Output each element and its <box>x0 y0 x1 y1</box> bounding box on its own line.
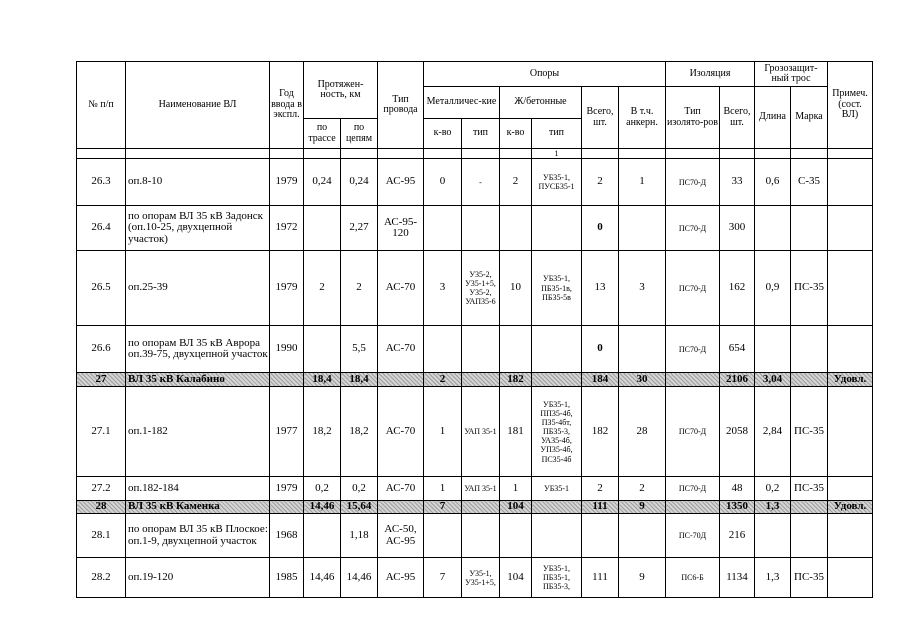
cell-insulator-type <box>666 501 720 514</box>
cell-year: 1972 <box>270 206 304 251</box>
cell-metal-type: УАП 35-1 <box>462 387 500 477</box>
cell-num: 28.1 <box>77 514 126 558</box>
cell-concrete-qty: 104 <box>500 558 532 598</box>
cell-concrete-type <box>532 501 582 514</box>
cell-metal-qty: 0 <box>424 159 462 206</box>
cell-insulator-total: 2106 <box>720 373 755 387</box>
cell-metal-type: У35-2, У35-1+5, У35-2, УАП35-6 <box>462 251 500 326</box>
cell-name: ВЛ 35 кВ Каменка <box>126 501 270 514</box>
cell-gw-length: 0,2 <box>755 477 791 501</box>
cell-total: 2 <box>582 477 619 501</box>
header-anchor: В т.ч. анкерн. <box>619 87 666 149</box>
cell-note <box>828 326 873 373</box>
cell-anchor <box>619 326 666 373</box>
header-gw-brand: Марка <box>791 87 828 149</box>
cell-wire: АС-95 <box>378 159 424 206</box>
cell-concrete-qty: 104 <box>500 501 532 514</box>
cell-insulator-type: ПС70-Д <box>666 206 720 251</box>
cell-length-route: 0,24 <box>304 159 341 206</box>
cell-length-circuit: 14,46 <box>341 558 378 598</box>
section-row <box>77 373 873 387</box>
header-gw-length: Длина <box>755 87 791 149</box>
header-year: Год ввода в экспл. <box>270 62 304 149</box>
cell-metal-type: У35-1, У35-1+5, <box>462 558 500 598</box>
cell-wire <box>378 501 424 514</box>
header-concrete: Ж/бетонные <box>500 87 582 119</box>
cell-gw-length <box>755 206 791 251</box>
cell-insulator-type: ПС70-Д <box>666 251 720 326</box>
cell-name: оп.1-182 <box>126 387 270 477</box>
cell-length-route: 18,2 <box>304 387 341 477</box>
cell-metal-qty: 2 <box>424 373 462 387</box>
cell-total: 184 <box>582 373 619 387</box>
cell-length-route: 18,4 <box>304 373 341 387</box>
cell-insulator-type: ПС70-Д <box>666 477 720 501</box>
cell-anchor <box>619 514 666 558</box>
cell-name: оп.8-10 <box>126 159 270 206</box>
cell-length-route <box>304 326 341 373</box>
cell-concrete-qty <box>500 514 532 558</box>
cell-gw-brand: ПС-35 <box>791 477 828 501</box>
cell-concrete-qty: 181 <box>500 387 532 477</box>
header-metal-type: тип <box>462 119 500 149</box>
cell-year: 1979 <box>270 159 304 206</box>
cell-name: по опорам ВЛ 35 кВ Плоское: оп.1-9, двухцепной участок <box>126 514 270 558</box>
header-insulation: Изоляция <box>666 62 755 87</box>
cell-insulator-total: 216 <box>720 514 755 558</box>
cell-note <box>828 251 873 326</box>
header-concrete-qty: к-во <box>500 119 532 149</box>
cell-gw-brand: ПС-35 <box>791 387 828 477</box>
cell-insulator-total: 300 <box>720 206 755 251</box>
cell-name: ВЛ 35 кВ Калабино <box>126 373 270 387</box>
cell-insulator-total: 654 <box>720 326 755 373</box>
header-num: № п/п <box>77 62 126 149</box>
cell-length-route: 14,46 <box>304 558 341 598</box>
cell-num: 28.2 <box>77 558 126 598</box>
header-ins-total: Всего, шт. <box>720 87 755 149</box>
cell-wire: АС-70 <box>378 251 424 326</box>
cell-metal-type <box>462 373 500 387</box>
section-row <box>77 501 873 514</box>
carryover-concrete-type: 1 <box>532 149 582 159</box>
cell-total: 2 <box>582 159 619 206</box>
cell-concrete-type <box>532 373 582 387</box>
cell-num: 26.4 <box>77 206 126 251</box>
cell-length-circuit: 2,27 <box>341 206 378 251</box>
cell-num: 27.2 <box>77 477 126 501</box>
cell-insulator-type: ПС70-Д <box>666 387 720 477</box>
cell-wire <box>378 373 424 387</box>
header-length: Протяжен-ность, км <box>304 62 378 119</box>
table-row <box>77 206 873 251</box>
cell-metal-qty <box>424 206 462 251</box>
cell-year: 1979 <box>270 477 304 501</box>
cell-metal-qty <box>424 514 462 558</box>
cell-gw-length: 0,9 <box>755 251 791 326</box>
cell-note: Удовл. <box>828 373 873 387</box>
cell-gw-brand <box>791 326 828 373</box>
cell-anchor: 9 <box>619 558 666 598</box>
cell-name: оп.25-39 <box>126 251 270 326</box>
cell-metal-qty: 1 <box>424 477 462 501</box>
cell-concrete-qty <box>500 326 532 373</box>
cell-concrete-type: УБ35-1, ПБ35-1, ПБ35-3, <box>532 558 582 598</box>
cell-gw-brand <box>791 206 828 251</box>
cell-anchor: 1 <box>619 159 666 206</box>
table-row <box>77 387 873 477</box>
cell-insulator-total: 1350 <box>720 501 755 514</box>
cell-num: 28 <box>77 501 126 514</box>
cell-total: 111 <box>582 558 619 598</box>
cell-insulator-total: 162 <box>720 251 755 326</box>
cell-length-route <box>304 206 341 251</box>
cell-total: 13 <box>582 251 619 326</box>
cell-wire: АС-95 <box>378 558 424 598</box>
cell-gw-length: 3,04 <box>755 373 791 387</box>
cell-metal-qty: 7 <box>424 501 462 514</box>
cell-concrete-qty: 182 <box>500 373 532 387</box>
cell-gw-length: 0,6 <box>755 159 791 206</box>
cell-metal-type <box>462 206 500 251</box>
cell-concrete-qty: 10 <box>500 251 532 326</box>
cell-length-circuit: 0,24 <box>341 159 378 206</box>
cell-insulator-type: ПС70-Д <box>666 326 720 373</box>
cell-insulator-total: 1134 <box>720 558 755 598</box>
cell-year: 1985 <box>270 558 304 598</box>
cell-concrete-qty <box>500 206 532 251</box>
cell-note <box>828 206 873 251</box>
cell-note <box>828 159 873 206</box>
overhead-lines-table <box>76 61 873 598</box>
cell-metal-qty: 3 <box>424 251 462 326</box>
cell-year: 1968 <box>270 514 304 558</box>
cell-year <box>270 501 304 514</box>
cell-anchor: 30 <box>619 373 666 387</box>
cell-note <box>828 387 873 477</box>
cell-anchor: 2 <box>619 477 666 501</box>
cell-total: 111 <box>582 501 619 514</box>
cell-metal-type <box>462 514 500 558</box>
cell-anchor: 3 <box>619 251 666 326</box>
cell-length-route <box>304 514 341 558</box>
cell-num: 26.6 <box>77 326 126 373</box>
cell-insulator-total: 33 <box>720 159 755 206</box>
cell-length-circuit: 15,64 <box>341 501 378 514</box>
cell-insulator-type: ПС6-Б <box>666 558 720 598</box>
cell-concrete-qty: 2 <box>500 159 532 206</box>
cell-length-circuit: 0,2 <box>341 477 378 501</box>
cell-insulator-type <box>666 373 720 387</box>
cell-name: оп.19-120 <box>126 558 270 598</box>
cell-length-route: 14,46 <box>304 501 341 514</box>
cell-concrete-type: УБ35-1 <box>532 477 582 501</box>
cell-concrete-type <box>532 514 582 558</box>
cell-year: 1979 <box>270 251 304 326</box>
cell-anchor: 28 <box>619 387 666 477</box>
cell-concrete-type <box>532 326 582 373</box>
cell-total: 0 <box>582 326 619 373</box>
cell-gw-brand: ПС-35 <box>791 558 828 598</box>
cell-length-circuit: 18,2 <box>341 387 378 477</box>
cell-year: 1990 <box>270 326 304 373</box>
cell-length-route: 2 <box>304 251 341 326</box>
cell-insulator-type: ПС-70Д <box>666 514 720 558</box>
cell-gw-length <box>755 326 791 373</box>
cell-gw-brand <box>791 501 828 514</box>
cell-concrete-qty: 1 <box>500 477 532 501</box>
cell-wire: АС-70 <box>378 387 424 477</box>
table-header <box>77 62 873 149</box>
cell-gw-length <box>755 514 791 558</box>
cell-num: 26.5 <box>77 251 126 326</box>
cell-wire: АС-70 <box>378 477 424 501</box>
cell-concrete-type: УБ35-1, ПУСБ35-1 <box>532 159 582 206</box>
cell-insulator-total: 48 <box>720 477 755 501</box>
cell-name: оп.182-184 <box>126 477 270 501</box>
cell-metal-qty: 1 <box>424 387 462 477</box>
cell-total <box>582 514 619 558</box>
cell-wire: АС-70 <box>378 326 424 373</box>
header-metal: Металличес-кие <box>424 87 500 119</box>
cell-metal-type <box>462 501 500 514</box>
header-length-circuit: по цепям <box>341 119 378 149</box>
cell-num: 26.3 <box>77 159 126 206</box>
table-row <box>77 159 873 206</box>
cell-length-circuit: 5,5 <box>341 326 378 373</box>
header-concrete-type: тип <box>532 119 582 149</box>
table-row <box>77 251 873 326</box>
header-wire: Тип провода <box>378 62 424 149</box>
header-total: Всего, шт. <box>582 87 619 149</box>
cell-gw-length: 2,84 <box>755 387 791 477</box>
cell-metal-type: - <box>462 159 500 206</box>
cell-gw-brand: ПС-35 <box>791 251 828 326</box>
cell-insulator-type: ПС70-Д <box>666 159 720 206</box>
cell-year: 1977 <box>270 387 304 477</box>
table-row <box>77 558 873 598</box>
table-row <box>77 514 873 558</box>
cell-metal-qty <box>424 326 462 373</box>
cell-anchor: 9 <box>619 501 666 514</box>
cell-concrete-type: УБ35-1, ПП35-4б, ПЗ5-4бт, ПБ35-3, УА35-4б, УП35-4б, ПС35-4б <box>532 387 582 477</box>
cell-num: 27 <box>77 373 126 387</box>
cell-concrete-type: УБ35-1, ПБ35-1в, ПБ35-5в <box>532 251 582 326</box>
cell-length-circuit: 2 <box>341 251 378 326</box>
cell-note <box>828 558 873 598</box>
line-register-sheet <box>76 61 873 598</box>
header-name: Наименование ВЛ <box>126 62 270 149</box>
cell-wire: АС-50, АС-95 <box>378 514 424 558</box>
cell-anchor <box>619 206 666 251</box>
cell-name: по опорам ВЛ 35 кВ Задонск (оп.10-25, двухцепной участок) <box>126 206 270 251</box>
cell-name: по опорам ВЛ 35 кВ Аврора оп.39-75, двухцепной участок <box>126 326 270 373</box>
table-row <box>77 326 873 373</box>
cell-length-circuit: 18,4 <box>341 373 378 387</box>
header-ins-type: Тип изолято-ров <box>666 87 720 149</box>
header-metal-qty: к-во <box>424 119 462 149</box>
cell-num: 27.1 <box>77 387 126 477</box>
cell-length-circuit: 1,18 <box>341 514 378 558</box>
cell-gw-length: 1,3 <box>755 501 791 514</box>
cell-gw-brand <box>791 514 828 558</box>
cell-note <box>828 514 873 558</box>
table-row <box>77 477 873 501</box>
cell-metal-qty: 7 <box>424 558 462 598</box>
cell-year <box>270 373 304 387</box>
header-length-route: по трассе <box>304 119 341 149</box>
cell-metal-type: УАП 35-1 <box>462 477 500 501</box>
cell-note: Удовл. <box>828 501 873 514</box>
cell-gw-brand <box>791 373 828 387</box>
table-body <box>77 149 873 598</box>
cell-gw-length: 1,3 <box>755 558 791 598</box>
header-supports: Опоры <box>424 62 666 87</box>
header-ground-wire: Грозозащит-ный трос <box>755 62 828 87</box>
cell-concrete-type <box>532 206 582 251</box>
cell-wire: АС-95-120 <box>378 206 424 251</box>
carryover-row <box>77 149 873 159</box>
cell-metal-type <box>462 326 500 373</box>
cell-note <box>828 477 873 501</box>
cell-total: 0 <box>582 206 619 251</box>
cell-length-route: 0,2 <box>304 477 341 501</box>
header-note: Примеч. (сост. ВЛ) <box>828 62 873 149</box>
cell-gw-brand: С-35 <box>791 159 828 206</box>
cell-insulator-total: 2058 <box>720 387 755 477</box>
cell-total: 182 <box>582 387 619 477</box>
